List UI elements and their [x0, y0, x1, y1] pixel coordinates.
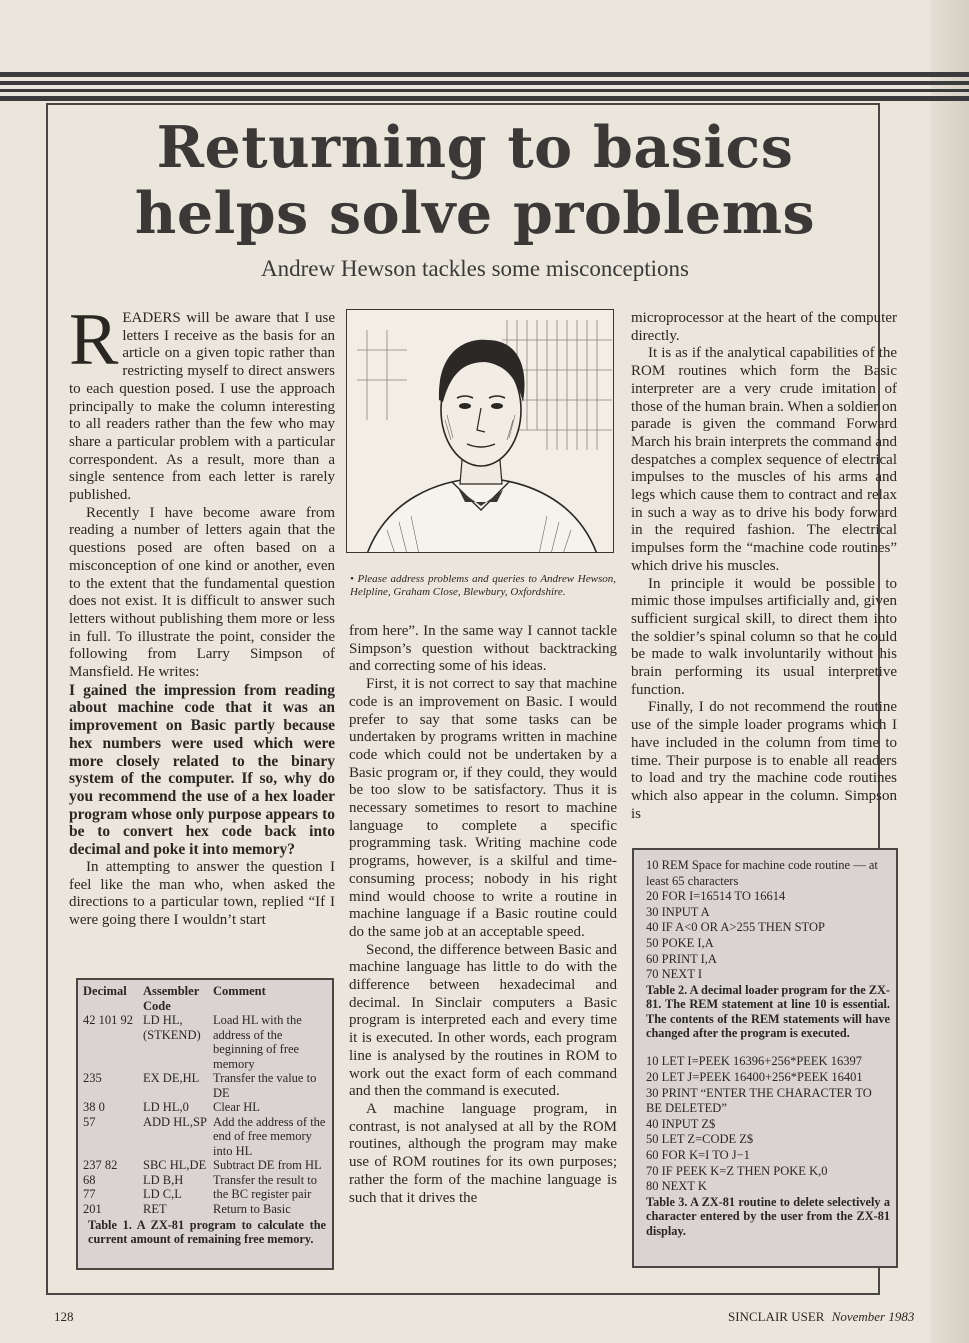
- reader-question: I gained the impression from reading about machine code that it was an improvement on Basic partly because hex numbers were used which were more closely related to the binary system of the computer. If so, why do you recommend the use of a hex loader program whose only purpose appears to be to convert hex code back into decimal and poke it into memory?: [69, 681, 335, 859]
- paragraph: It is as if the analytical capabilities of the ROM routines which form the Basic interpreter are a very crude imitation of those of the human brain. When a soldier on parade is given the command Forward March his brain interprets the command and despatches a complex sequence of electrical impulses to the muscles of his arms and legs which cause them to contract and relax in such a way as to drive his body forward in the required fashion. The electrical impulses form the “machine code routines” which drive his muscles.: [631, 345, 897, 574]
- paragraph: A machine language program, in contrast, is not analysed at all by the ROM routines, although the program may make use of ROM routines for its own purposes; rather the form of the machine language is such that it drives the: [349, 1100, 617, 1206]
- table-row: 77 LD C,L the BC register pair: [83, 1187, 312, 1201]
- paragraph: In principle it would be possible to mimic those impulses artificially and, given sufficient surgical skill, to direct them into the soldier’s spinal column so that he could be made to walk involuntarily without his brain performing its usual interpretive function.: [631, 575, 897, 698]
- code-line: 80 NEXT K: [646, 1179, 707, 1194]
- code-line: 60 PRINT I,A: [646, 951, 717, 966]
- code-line: 10 REM Space for machine code routine — at least 65 characters: [646, 858, 881, 888]
- headline-line-2: helps solve problems: [134, 180, 816, 247]
- code-line: 70 IF PEEK K=Z THEN POKE K,0: [646, 1163, 828, 1178]
- code-line: 50 LET Z=CODE Z$: [646, 1132, 754, 1147]
- table-1-box: [76, 978, 334, 1270]
- table-row: 201 RET Return to Basic: [83, 1201, 291, 1216]
- paragraph: First, it is not correct to say that machine code is an improvement on Basic. I would prefer to say that some tasks can be undertaken by programs written in machine code which could not be undertaken by a Basic program or, if they could, they would be too slow to be satisfactory. Thus it is necessary sometimes to resort to machine language to complete a specific programming task. Writing machine code programs, however, is a skilful and time-consuming process; nobody in his right mind would choose to write a routine in machine language if a Basic routine could do the same job at an acceptable speed.: [349, 676, 617, 940]
- table-row: 42 101 92 LD HL, (STKEND) Load HL with the address of the beginning of free memory: [83, 1013, 302, 1071]
- paragraph: microprocessor at the heart of the computer directly.: [631, 310, 897, 344]
- table-row: 57 ADD HL,SP Add the address of the end of free memory into HL: [83, 1114, 326, 1158]
- code-line: 70 NEXT I: [646, 967, 703, 982]
- table-row: 38 0 LD HL,0 Clear HL: [83, 1100, 260, 1114]
- standfirst: Andrew Hewson tackles some misconceptions: [261, 256, 689, 281]
- drop-cap: R: [69, 299, 119, 381]
- table-row: 235 EX DE,HL Transfer the value to DE: [83, 1071, 317, 1100]
- paragraph: Second, the difference between Basic and machine language has little to do with the difference between hexadecimal and decimal. In Sinclair computers a Basic program is interpreted each and every time it is executed. In other words, each program line is analysed by the routines in ROM to work out the exact form of each command and then the command is executed.: [349, 941, 617, 1100]
- code-line: 20 LET J=PEEK 16400+256*PEEK 16401: [646, 1069, 863, 1084]
- code-line: 40 INPUT Z$: [646, 1116, 716, 1131]
- code-line: 30 PRINT “ENTER THE CHARACTER TO BE DELETED”: [646, 1085, 875, 1116]
- footer-credit: [728, 1309, 914, 1325]
- headline-line-1: Returning to basics: [156, 114, 794, 181]
- tables-2-3-box: [632, 848, 898, 1268]
- code-line: 40 IF A<0 OR A>255 THEN STOP: [646, 920, 825, 935]
- table-2-listing: [646, 858, 890, 983]
- column-2: [349, 623, 617, 1207]
- table-header: Decimal: [83, 984, 127, 998]
- paragraph: Finally, I do not recommend the routine use of the simple loader programs which I have included in the column from time to time. Their purpose is to enable all readers to load and try the machine code routines which also appear in the column. Simpson is: [631, 699, 897, 822]
- code-line: 20 FOR I=16514 TO 16614: [646, 889, 786, 904]
- table-3-caption: Table 3. A ZX-81 routine to delete selectively a character entered by the user from the ZX-81 display.: [646, 1194, 890, 1238]
- magazine-name: SINCLAIR USER: [728, 1309, 825, 1324]
- code-line: 60 FOR K=I TO J−1: [646, 1147, 750, 1162]
- author-portrait-illustration: [346, 309, 614, 553]
- table-3-listing: [646, 1054, 890, 1194]
- figure-caption: • Please address problems and queries to Andrew Hewson, Helpline, Graham Close, Blewbury, Oxfordshire.: [350, 573, 616, 598]
- table-header: Assembler Code: [143, 984, 200, 1013]
- paragraph: READERS will be aware that I use letters I receive as the basis for an article on a given topic rather than restricting myself to direct answers to each question posed. I use the approach principally to make the column interesting to all readers rather than the few who may share a particular problem with a particular correspondent. As a result, more than a single sentence from each letter is rarely published.: [69, 299, 335, 504]
- table-1: [83, 984, 332, 1216]
- table-2-caption: Table 2. A decimal loader program for the ZX-81. The REM statement at line 10 is essential. The contents of the REM statements will have changed after the program is executed.: [646, 982, 890, 1040]
- table-header: Comment: [213, 984, 266, 998]
- table-1-caption: Table 1. A ZX-81 program to calculate the current amount of remaining free memory.: [88, 1218, 326, 1247]
- paragraph: In attempting to answer the question I feel like the man who, when asked the directions to a particular town, replied “If I were going there I wouldn’t start: [69, 858, 335, 928]
- table-row: 237 82 SBC HL,DE Subtract DE from HL: [83, 1158, 322, 1172]
- code-line: 30 INPUT A: [646, 904, 710, 919]
- code-line: 50 POKE I,A: [646, 935, 714, 950]
- column-1: [69, 299, 335, 930]
- paragraph: from here”. In the same way I cannot tackle Simpson’s question without backtracking and correcting some of his ideas.: [349, 623, 617, 675]
- code-line: 10 LET I=PEEK 16396+256*PEEK 16397: [646, 1054, 862, 1069]
- page-edge: [931, 0, 969, 1343]
- issue-date: November 1983: [831, 1309, 915, 1324]
- paragraph: Recently I have become aware from reading a number of letters again that the questions posed are often based on a misconception of one kind or another, even to the extent that the fundamental question does not exist. It is difficult to answer such letters without publishing them more or less in full. To illustrate the point, consider the following from Larry Simpson of Mansfield. He writes:: [69, 504, 335, 681]
- table-row: 68 LD B,H Transfer the result to: [83, 1172, 318, 1187]
- page-number: 128: [54, 1309, 74, 1324]
- column-3: [631, 310, 897, 823]
